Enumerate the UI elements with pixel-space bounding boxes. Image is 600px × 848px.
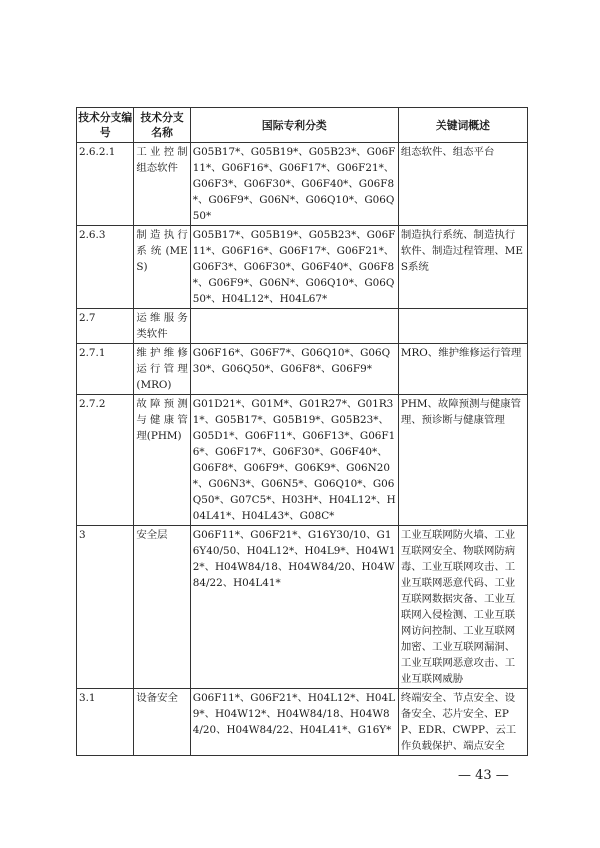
cell-code: 2.6.2.1 bbox=[77, 143, 134, 226]
cell-keywords: 工业互联网防火墙、工业互联网安全、物联网防病毒、工业互联网攻击、工业互联网恶意代码、工业互联网数据灾备、工业互联网入侵检测、工业互联网访问控制、工业互联网加密、工业互联网漏洞、工业互联网恶意攻击、工业互联网威胁 bbox=[398, 526, 527, 689]
table-header-row bbox=[77, 108, 528, 143]
cell-name: 维护维修运行管理(MRO) bbox=[134, 344, 190, 395]
cell-ipc: G06F11*、G06F21*、G16Y30/10、G16Y40/50、H04L12*、H04L9*、H04W12*、H04W84/18、H04W84/20、H04W84/22、H04L41* bbox=[190, 526, 398, 689]
cell-name: 安全层 bbox=[134, 526, 190, 689]
table-row bbox=[77, 344, 528, 395]
cell-ipc: G01D21*、G01M*、G01R27*、G01R31*、G05B17*、G05B19*、G05B23*、G05D1*、G06F11*、G06F13*、G06F16*、G06F17*、G06F30*、G06F40*、G06F8*、G06F9*、G06K9*、G06N20*、G06N3*、G06N5*、G06Q10*、G06Q50*、G07C5*、H03H*、H04L12*、H04L41*、H04L43*、G08C* bbox=[190, 395, 398, 526]
cell-ipc: G05B17*、G05B19*、G05B23*、G06F11*、G06F16*、G06F17*、G06F21*、G06F3*、G06F30*、G06F40*、G06F8*、G06F9*、G06N*、G06Q10*、G06Q50* bbox=[190, 143, 398, 226]
cell-name: 设备安全 bbox=[134, 689, 190, 756]
cell-ipc: G06F11*、G06F21*、H04L12*、H04L9*、H04W12*、H04W84/18、H04W84/20、H04W84/22、H04L41*、G16Y* bbox=[190, 689, 398, 756]
cell-keywords bbox=[398, 309, 527, 344]
cell-keywords: PHM、故障预测与健康管理、预诊断与健康管理 bbox=[398, 395, 527, 526]
table-row bbox=[77, 689, 528, 756]
cell-keywords: MRO、维护维修运行管理 bbox=[398, 344, 527, 395]
header-branch-code: 技术分支编号 bbox=[77, 108, 134, 143]
cell-code: 2.6.3 bbox=[77, 226, 134, 309]
cell-ipc bbox=[190, 309, 398, 344]
header-ipc: 国际专利分类 bbox=[190, 108, 398, 143]
table-row bbox=[77, 143, 528, 226]
cell-name: 制造执行系统(MES) bbox=[134, 226, 190, 309]
header-branch-name: 技术分支名称 bbox=[134, 108, 190, 143]
cell-keywords: 终端安全、节点安全、设备安全、芯片安全、EPP、EDR、CWPP、云工作负载保护、端点安全 bbox=[398, 689, 527, 756]
cell-code: 2.7.2 bbox=[77, 395, 134, 526]
table-row bbox=[77, 395, 528, 526]
cell-code: 2.7 bbox=[77, 309, 134, 344]
table-row bbox=[77, 309, 528, 344]
cell-keywords: 组态软件、组态平台 bbox=[398, 143, 527, 226]
header-keywords: 关键词概述 bbox=[398, 108, 527, 143]
cell-name: 工业控制组态软件 bbox=[134, 143, 190, 226]
cell-ipc: G06F16*、G06F7*、G06Q10*、G06Q30*、G06Q50*、G06F8*、G06F9* bbox=[190, 344, 398, 395]
cell-name: 运维服务类软件 bbox=[134, 309, 190, 344]
cell-code: 3 bbox=[77, 526, 134, 689]
patent-classification-table bbox=[76, 107, 528, 756]
page-number: — 43 — bbox=[458, 768, 509, 783]
cell-ipc: G05B17*、G05B19*、G05B23*、G06F11*、G06F16*、G06F17*、G06F21*、G06F3*、G06F30*、G06F40*、G06F8*、G06F9*、G06N*、G06Q10*、G06Q50*、H04L12*、H04L67* bbox=[190, 226, 398, 309]
cell-code: 2.7.1 bbox=[77, 344, 134, 395]
cell-name: 故障预测与健康管理(PHM) bbox=[134, 395, 190, 526]
cell-keywords: 制造执行系统、制造执行软件、制造过程管理、MES系统 bbox=[398, 226, 527, 309]
table-row bbox=[77, 226, 528, 309]
table-row bbox=[77, 526, 528, 689]
cell-code: 3.1 bbox=[77, 689, 134, 756]
